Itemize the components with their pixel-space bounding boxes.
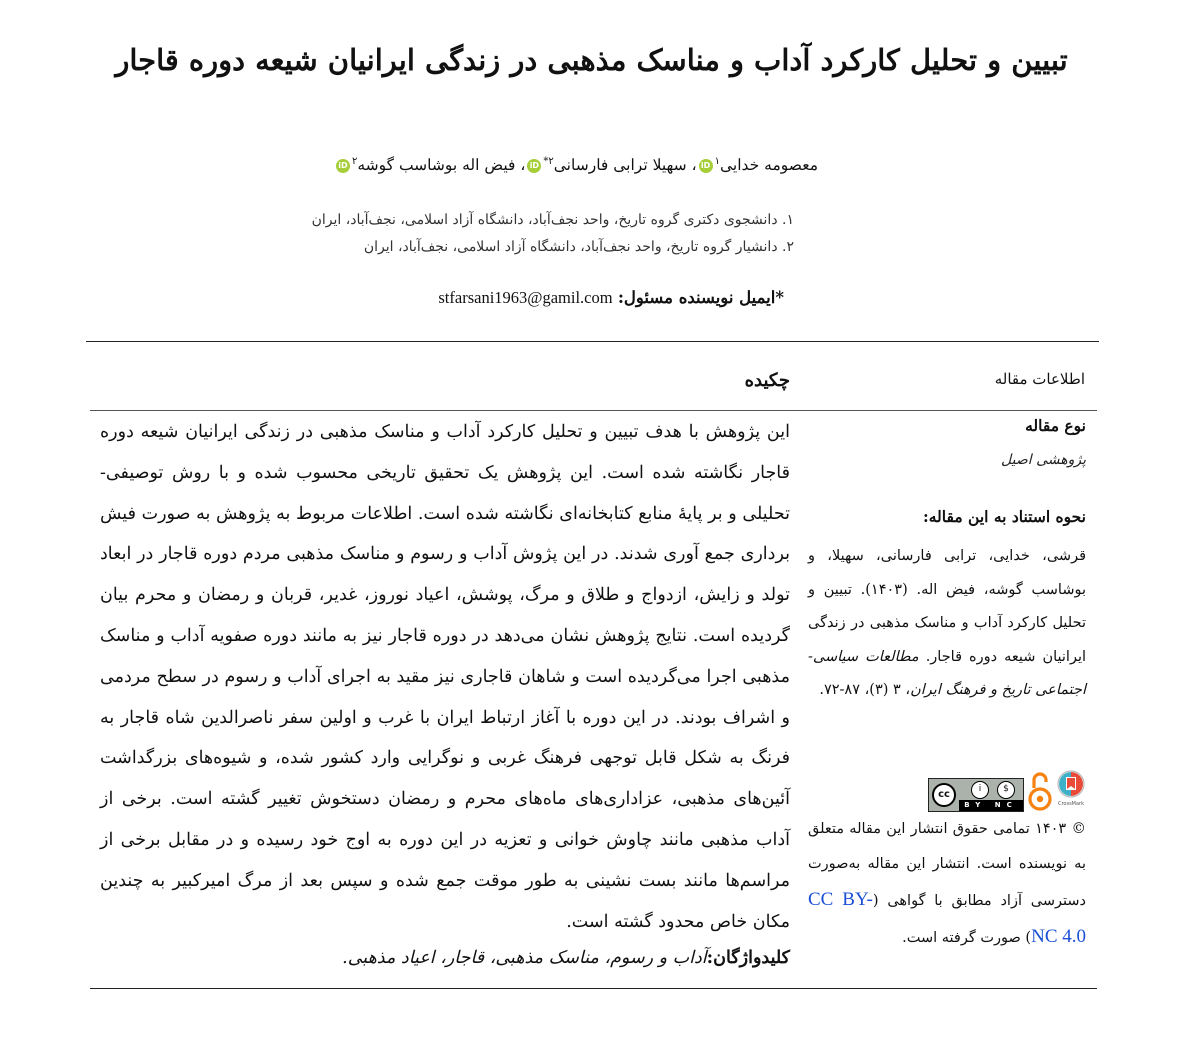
author-name: معصومه خدایی (719, 156, 818, 175)
author-affiliation-mark: ۲ (351, 156, 358, 167)
author-affiliation-mark: ۱ (714, 156, 720, 167)
keywords (100, 948, 790, 968)
license-link[interactable]: CC BY-NC 4.0 (808, 889, 1086, 947)
abstract-text: این پژوهش با هدف تبیین و تحلیل کارکرد آداب و مناسک مذهبی در زندگی ایرانیان شیعه دوره قاجار نگاشته شده است. این پژوهش یک تحقیق تاریخی محسوب شده و با روش توصیفی-تحلیلی و بر پایهٔ منابع کتابخانه‌ای نگاشته شده است. اطلاعات مربوط به پژوهش به صورت فیش برداری جمع آوری شدند. در این پژوش آداب و رسوم و مناسک مذهبی مردم دوره قاجار در ابعاد تولد و زایش، ازدواج و طلاق و مرگ، پوشش، اعیاد نوروز، غدیر، قربان و رمضان و محرم بیان گردیده است. نتایج پژوهش نشان می‌دهد در دوره قاجار نیز به مانند دوره صفویه آداب و مناسک مذهبی اجرا می‌گردیده است و شاهان قاجاری نیز مقید به اجرای آداب و رسوم در سطح مردمی و اشراف بودند. در این دوره با آغاز ارتباط ایران با غرب و اولین سفر ناصرالدین شاه قاجار به فرنگ به شکل قابل توجهی فرهنگ غربی و نوگرایی وارد کشور شده، و شیوه‌های بزرگداشت آئین‌های مذهبی، عزاداری‌های ماه‌های محرم و رمضان دستخوش تغییر گشته است. برخی از آداب مذهبی مانند چاوش خوانی و تعزیه در این دوره به اوج خود رسیده و در مقابل برخی از مراسم‌ها مانند بست نشینی به طور موقت جمع شده و سپس بعد از مرگ امیرکبیر به چندین مکان خاص محدود گشته است. (100, 422, 790, 932)
article-type-value: پژوهشی اصیل (1001, 452, 1086, 468)
copyright-text: © ۱۴۰۳ تمامی حقوق انتشار این مقاله متعلق به نویسنده است. انتشار این مقاله به‌صورت دسترسی آزاد مطابق با گواهی ( (808, 821, 1086, 909)
noncommercial-icon: $ (997, 781, 1015, 799)
citation-volume-pages: ، ۳ (۳)، ۸۷-۷۲. (819, 682, 911, 698)
author-separator: ، (686, 156, 697, 175)
author-affiliation-mark: ۲* (543, 156, 554, 167)
attribution-icon: i (971, 781, 989, 799)
article-info-heading: اطلاعات مقاله (994, 370, 1085, 388)
corresponding-author (300, 288, 784, 308)
divider (90, 988, 1097, 989)
copyright-notice (808, 812, 1086, 956)
divider (86, 341, 1099, 342)
author-name: فیض اله بوشاسب گوشه (357, 156, 516, 175)
orcid-icon[interactable]: iD (699, 159, 713, 173)
keywords-value: آداب و رسوم، مناسک مذهبی، قاجار، اعیاد مذهبی. (342, 948, 707, 968)
cc-badge-strip: BY NC (959, 800, 1023, 811)
corresponding-email-link[interactable]: stfarsani1963@gamil.com (438, 288, 613, 307)
license-badges (928, 770, 1088, 814)
divider (90, 410, 1097, 411)
article-type-label: نوع مقاله (1025, 416, 1086, 435)
citation-text (808, 540, 1086, 708)
author-name: سهیلا ترابی فارسانی (553, 156, 687, 175)
crossmark-caption: CrossMark (1057, 801, 1085, 807)
article-title: تبیین و تحلیل کارکرد آداب و مناسک مذهبی در زندگی ایرانیان شیعه دوره قاجار (115, 43, 1068, 77)
abstract-heading: چکیده (744, 370, 790, 391)
crossmark-icon[interactable] (1056, 770, 1086, 810)
creative-commons-icon[interactable] (928, 778, 1024, 812)
affiliation: ۱. دانشجوی دکتری گروه تاریخ، واحد نجف‌آباد، دانشگاه آزاد اسلامی، نجف‌آباد، ایران (311, 212, 794, 228)
citation-journal: مطالعات سیاسی-اجتماعی تاریخ و فرهنگ ایران (808, 648, 1086, 698)
affiliation: ۲. دانشیار گروه تاریخ، واحد نجف‌آباد، دانشگاه آزاد اسلامی، نجف‌آباد، ایران (363, 239, 794, 255)
copyright-tail: ) صورت گرفته است. (902, 930, 1032, 946)
citation-label: نحوه استناد به این مقاله: (923, 507, 1086, 526)
open-access-icon[interactable] (1028, 770, 1052, 812)
author-list (300, 156, 818, 174)
orcid-icon[interactable]: iD (336, 159, 350, 173)
cc-symbol: cc (932, 783, 956, 807)
keywords-label: کلیدواژگان: (706, 948, 790, 968)
orcid-icon[interactable]: iD (527, 159, 541, 173)
corresponding-email-label: *ایمیل نویسنده مسئول: (617, 288, 784, 307)
citation-authors-title: قرشی، خدایی، ترابی فارسانی، سهیلا، و بوشاسب گوشه، فیض اله. (۱۴۰۳). تبیین و تحلیل کارکرد آداب و مناسک مذهبی در زندگی ایرانیان شیعه دوره قاجار. (808, 548, 1087, 665)
author-separator: ، (515, 156, 526, 175)
